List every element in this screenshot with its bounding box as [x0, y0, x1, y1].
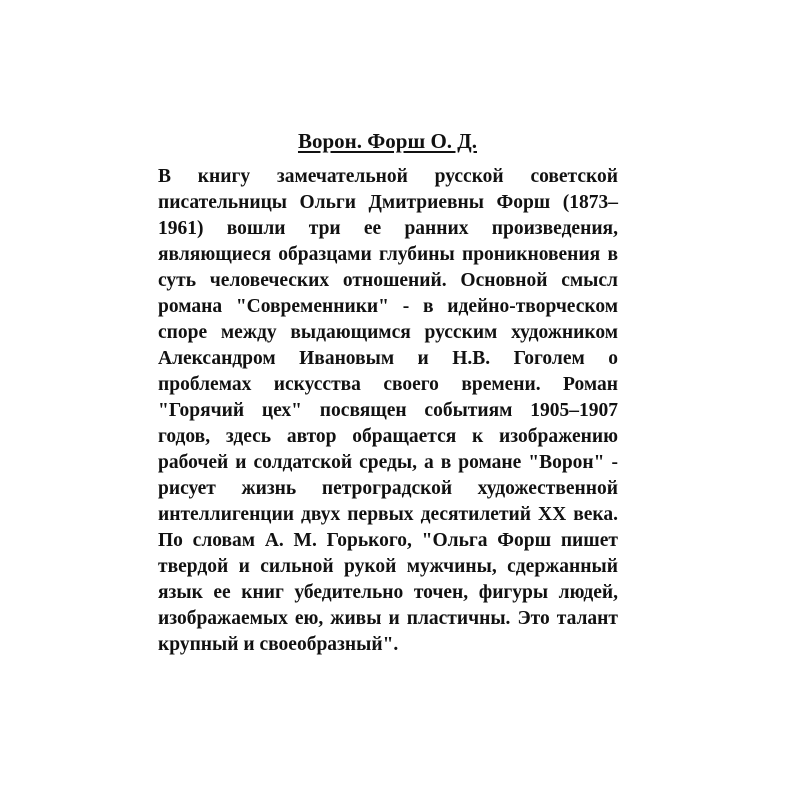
document-body: [158, 164, 618, 658]
text-line: "Горячий цех" посвящен событиям 1905–1907: [158, 400, 618, 421]
text-line: По словам А. М. Горького, "Ольга Форш пишет: [158, 530, 618, 551]
text-line: проблемах искусства своего времени. Роман: [158, 374, 618, 395]
document-title: Ворон. Форш О. Д.: [297, 129, 477, 153]
text-line: суть человеческих отношений. Основной смысл: [158, 270, 618, 291]
text-line-last: крупный и своеобразный".: [158, 634, 399, 655]
text-line: изображаемых ею, живы и пластичны. Это талант: [158, 608, 618, 629]
text-line: являющиеся образцами глубины проникновения в: [158, 244, 618, 265]
text-line: споре между выдающимся русским художником: [158, 322, 618, 343]
text-line: романа "Современники" - в идейно-творческом: [158, 296, 618, 317]
text-line: интеллигенции двух первых десятилетий XX века.: [158, 504, 618, 525]
text-line: рабочей и солдатской среды, а в романе "Ворон" -: [158, 452, 618, 473]
text-line: твердой и сильной рукой мужчины, сдержанный: [158, 556, 618, 577]
text-line: Александром Ивановым и Н.В. Гоголем о: [158, 348, 618, 369]
text-line: В книгу замечательной русской советской: [158, 166, 618, 187]
text-line: рисует жизнь петроградской художественной: [158, 478, 618, 499]
text-line: писательницы Ольги Дмитриевны Форш (1873–: [158, 192, 618, 213]
text-line: язык ее книг убедительно точен, фигуры людей,: [158, 582, 618, 603]
text-line: 1961) вошли три ее ранних произведения,: [158, 218, 618, 239]
text-line: годов, здесь автор обращается к изображению: [158, 426, 618, 447]
